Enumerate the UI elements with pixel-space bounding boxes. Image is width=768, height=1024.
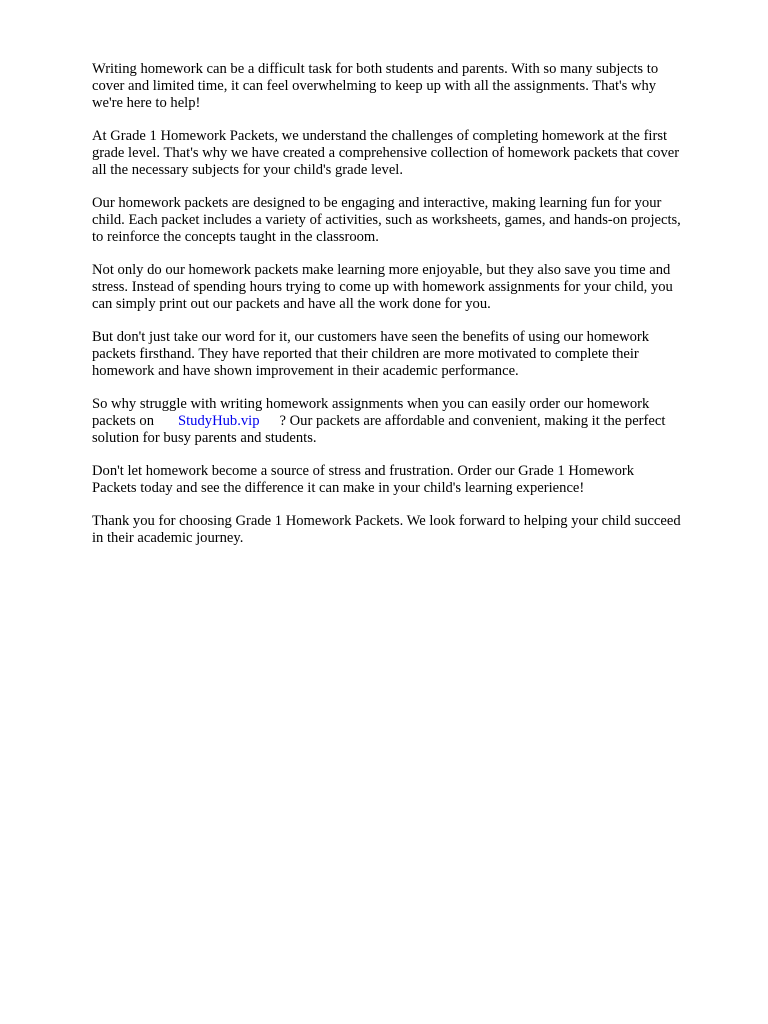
text-line: child. Each packet includes a variety of activities, such as worksheets, games, and hands-on projects, <box>92 212 681 228</box>
paragraph-features <box>92 195 724 246</box>
text-line: in their academic journey. <box>92 530 244 546</box>
paragraph-intro <box>92 61 724 112</box>
paragraph-call-to-action <box>92 463 724 497</box>
text-line: But don't just take our word for it, our customers have seen the benefits of using our homework <box>92 329 650 345</box>
text-line: stress. Instead of spending hours trying to come up with homework assignments for your child, you <box>92 279 673 295</box>
text-line: grade level. That's why we have created a comprehensive collection of homework packets that cover <box>92 145 680 161</box>
document-body <box>92 61 724 563</box>
text-line: can simply print out our packets and have all the work done for you. <box>92 296 491 312</box>
text-line: Our homework packets are designed to be engaging and interactive, making learning fun for your <box>92 195 662 211</box>
studyhub-link[interactable]: StudyHub.vip <box>178 413 260 429</box>
text-line: solution for busy parents and students. <box>92 430 317 446</box>
text-line: Writing homework can be a difficult task for both students and parents. With so many subjects to <box>92 61 659 77</box>
text-line: cover and limited time, it can feel overwhelming to keep up with all the assignments. That's why <box>92 78 657 94</box>
text-line: packets firsthand. They have reported that their children are more motivated to complete their <box>92 346 639 362</box>
text-line: to reinforce the concepts taught in the classroom. <box>92 229 379 245</box>
text-line: we're here to help! <box>92 95 201 111</box>
text-line: all the necessary subjects for your child's grade level. <box>92 162 404 178</box>
paragraph-benefits <box>92 262 724 313</box>
text-line: homework and have shown improvement in their academic performance. <box>92 363 519 379</box>
text-line: Don't let homework become a source of stress and frustration. Order our Grade 1 Homework <box>92 463 635 479</box>
text-line: So why struggle with writing homework assignments when you can easily order our homework <box>92 396 650 412</box>
text-line: Packets today and see the difference it can make in your child's learning experience! <box>92 480 585 496</box>
text-before-link: packets on <box>92 413 155 429</box>
paragraph-thanks <box>92 513 724 547</box>
text-line-with-link <box>92 413 724 430</box>
paragraph-order <box>92 396 724 447</box>
paragraph-testimonials <box>92 329 724 380</box>
paragraph-about <box>92 128 724 179</box>
text-line: At Grade 1 Homework Packets, we understand the challenges of completing homework at the first <box>92 128 668 144</box>
text-line: Thank you for choosing Grade 1 Homework Packets. We look forward to helping your child succeed <box>92 513 681 529</box>
text-line: Not only do our homework packets make learning more enjoyable, but they also save you time and <box>92 262 671 278</box>
text-after-link: ? Our packets are affordable and convenient, making it the perfect <box>279 413 666 429</box>
